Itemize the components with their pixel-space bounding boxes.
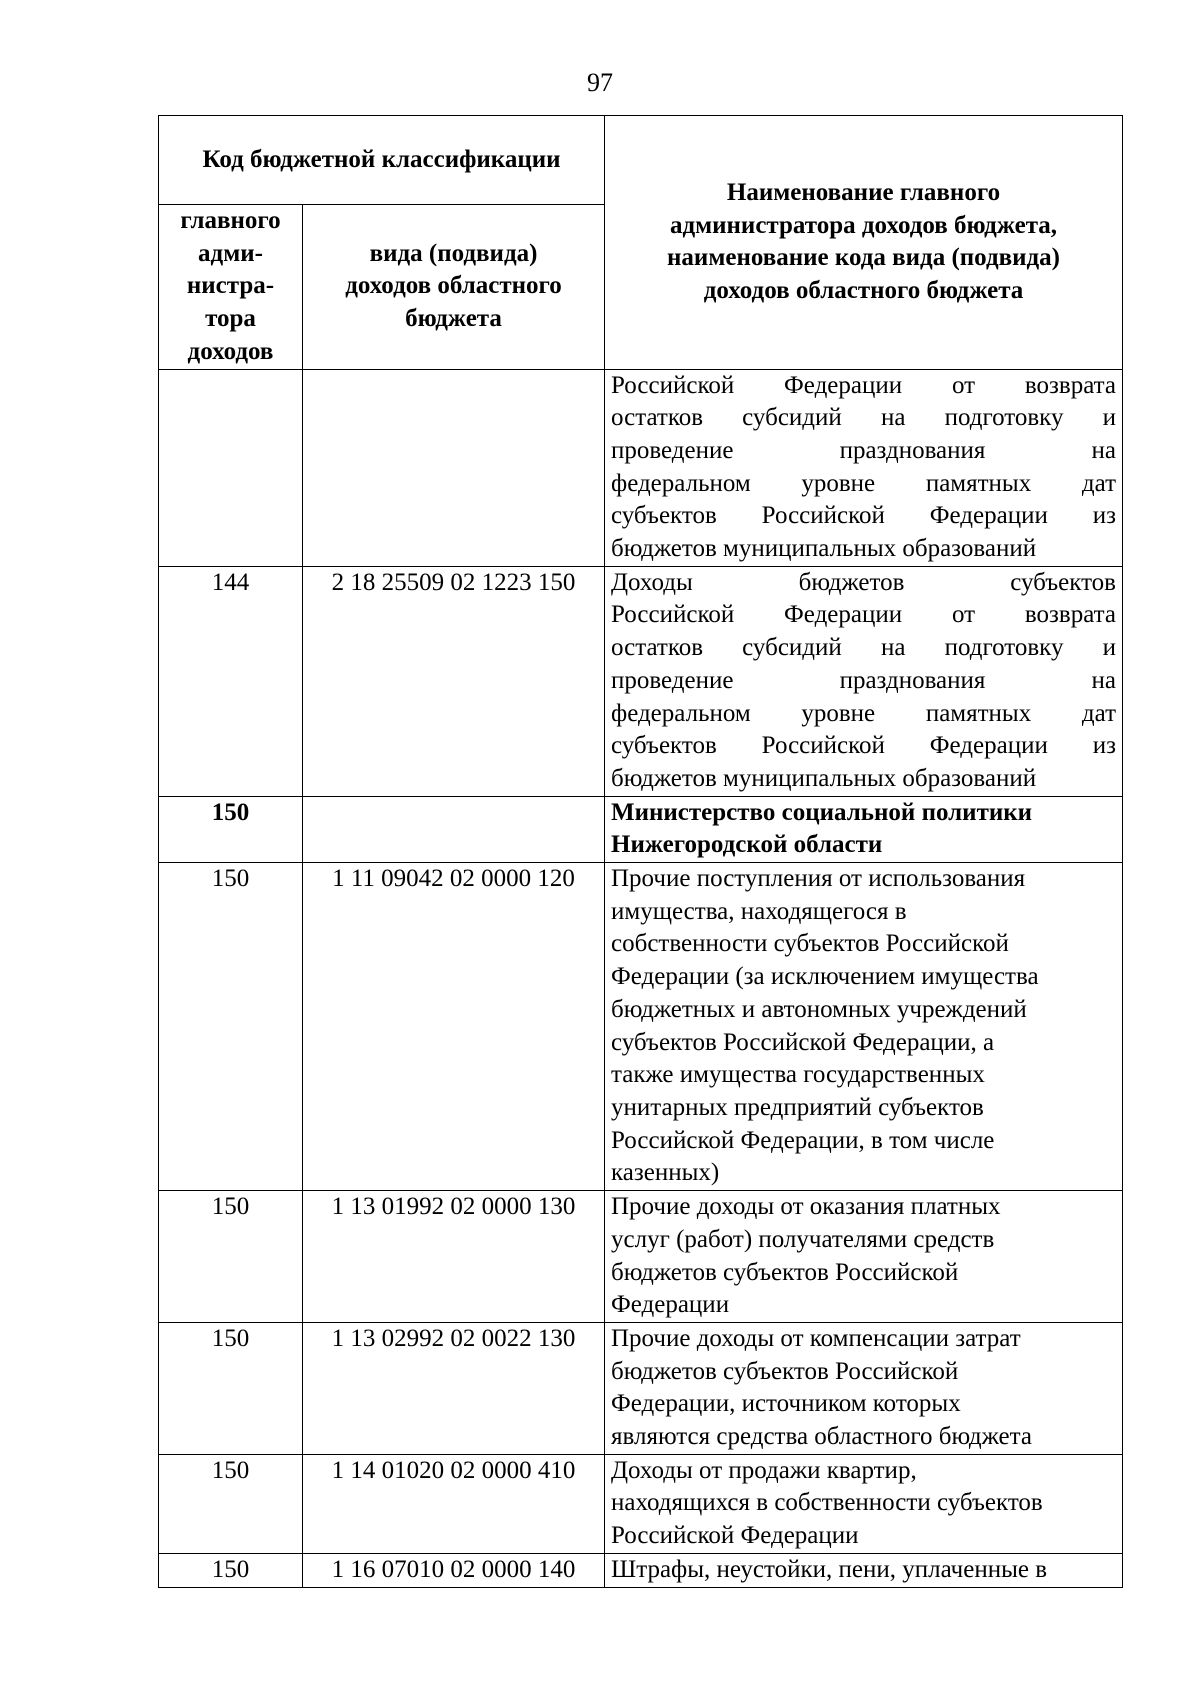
name-text-line: субъектов Российской Федерации, а <box>611 1028 995 1056</box>
table-body <box>159 369 1123 1587</box>
name-text-line: имущества, находящегося в <box>611 897 907 925</box>
name-text-line: унитарных предприятий субъектов <box>611 1093 984 1121</box>
table-header <box>159 116 1123 370</box>
header-admin-line: адми- <box>198 239 263 267</box>
name-text-line: Российской Федерации, в том числе <box>611 1126 995 1154</box>
name-text-line: проведение празднования на <box>611 666 1116 694</box>
name-text-line: Федерации, источником которых <box>611 1390 961 1418</box>
name-text-line: бюджетов муниципальных образований <box>611 535 1037 563</box>
name-text-line: федеральном уровне памятных дат <box>611 699 1116 727</box>
name-text-line: бюджетов муниципальных образований <box>611 764 1037 792</box>
page-number: 97 <box>587 68 613 97</box>
cell-revenue-code <box>303 796 605 862</box>
name-text-line: бюджетов субъектов Российской <box>611 1357 959 1385</box>
header-code-line: доходов областного <box>345 272 562 300</box>
name-text-line: Прочие доходы от компенсации затрат <box>611 1324 1021 1352</box>
cell-administrator-code: 150 <box>159 1191 303 1323</box>
table-row <box>159 1454 1123 1553</box>
header-admin-line: главного <box>180 207 281 234</box>
name-text-line: субъектов Российской Федерации из <box>611 732 1116 760</box>
table-row <box>159 1191 1123 1323</box>
cell-administrator-code: 144 <box>159 566 303 796</box>
cell-revenue-code: 1 13 01992 02 0000 130 <box>303 1191 605 1323</box>
cell-revenue-name <box>605 1553 1123 1587</box>
table-row <box>159 369 1123 566</box>
cell-revenue-code: 1 11 09042 02 0000 120 <box>303 863 605 1191</box>
header-chief-administrator <box>159 205 303 370</box>
name-text-line: Федерации <box>611 1291 730 1319</box>
cell-revenue-name <box>605 1191 1123 1323</box>
table-row <box>159 1553 1123 1587</box>
budget-classification-table <box>158 115 1123 1588</box>
name-text-line: субъектов Российской Федерации из <box>611 502 1116 530</box>
cell-revenue-code: 1 14 01020 02 0000 410 <box>303 1454 605 1553</box>
cell-administrator-code <box>159 369 303 566</box>
name-text-line: Федерации (за исключением имущества <box>611 963 1039 991</box>
cell-revenue-code: 1 13 02992 02 0022 130 <box>303 1322 605 1454</box>
header-budget-classification-code: Код бюджетной классификации <box>159 116 605 205</box>
name-text-line: казенных) <box>611 1159 720 1187</box>
name-text-line: также имущества государственных <box>611 1061 985 1089</box>
header-admin-line: нистра- <box>186 272 275 300</box>
header-name-line: наименование кода вида (подвида) <box>667 244 1060 272</box>
name-text-line: Штрафы, неустойки, пени, уплаченные в <box>611 1555 1048 1583</box>
name-text-line: услуг (работ) получателями средств <box>611 1225 995 1253</box>
header-code-line: бюджета <box>405 305 502 333</box>
header-name-line: администратора доходов бюджета, <box>669 211 1058 239</box>
name-text-line: собственности субъектов Российской <box>611 930 1009 958</box>
name-text-line: являются средства областного бюджета <box>611 1423 1032 1451</box>
header-name-line: Наименование главного <box>726 178 1001 206</box>
cell-revenue-code <box>303 369 605 566</box>
name-text-line: Доходы от продажи квартир, <box>611 1456 917 1484</box>
cell-revenue-code: 1 16 07010 02 0000 140 <box>303 1553 605 1587</box>
header-admin-line: доходов <box>187 337 274 365</box>
header-administrator-name <box>605 116 1123 370</box>
cell-revenue-name <box>605 566 1123 796</box>
header-admin-line: тора <box>205 305 256 333</box>
name-text-line: проведение празднования на <box>611 436 1116 464</box>
table-row <box>159 796 1123 862</box>
name-text-line: бюджетов субъектов Российской <box>611 1258 959 1286</box>
name-text-line: находящихся в собственности субъектов <box>611 1489 1043 1517</box>
name-text-line: остатков субсидий на подготовку и <box>611 404 1116 432</box>
cell-revenue-code: 2 18 25509 02 1223 150 <box>303 566 605 796</box>
name-text-line: Нижегородской области <box>611 831 883 859</box>
cell-revenue-name <box>605 863 1123 1191</box>
table-row <box>159 863 1123 1191</box>
cell-revenue-name <box>605 369 1123 566</box>
cell-revenue-name <box>605 1322 1123 1454</box>
cell-revenue-name <box>605 796 1123 862</box>
header-name-line: доходов областного бюджета <box>703 276 1024 304</box>
name-text-line: федеральном уровне памятных дат <box>611 469 1116 497</box>
name-text-line: бюджетных и автономных учреждений <box>611 995 1027 1023</box>
name-text-line: Российской Федерации от возврата <box>611 601 1116 629</box>
name-text-line: Прочие поступления от использования <box>611 865 1026 893</box>
header-code-line: вида (подвида) <box>369 239 538 267</box>
cell-revenue-name <box>605 1454 1123 1553</box>
name-text-line: Прочие доходы от оказания платных <box>611 1193 1001 1221</box>
cell-administrator-code: 150 <box>159 863 303 1191</box>
cell-administrator-code: 150 <box>159 1322 303 1454</box>
cell-administrator-code: 150 <box>159 796 303 862</box>
name-text-line: Российской Федерации <box>611 1522 859 1550</box>
table-row <box>159 1322 1123 1454</box>
cell-administrator-code: 150 <box>159 1454 303 1553</box>
name-text-line: Доходы бюджетов субъектов <box>611 568 1116 596</box>
table-row <box>159 566 1123 796</box>
cell-administrator-code: 150 <box>159 1553 303 1587</box>
name-text-line: Российской Федерации от возврата <box>611 371 1116 399</box>
name-text-line: остатков субсидий на подготовку и <box>611 634 1116 662</box>
name-text-line: Министерство социальной политики <box>611 798 1033 826</box>
header-revenue-type-code <box>303 205 605 370</box>
